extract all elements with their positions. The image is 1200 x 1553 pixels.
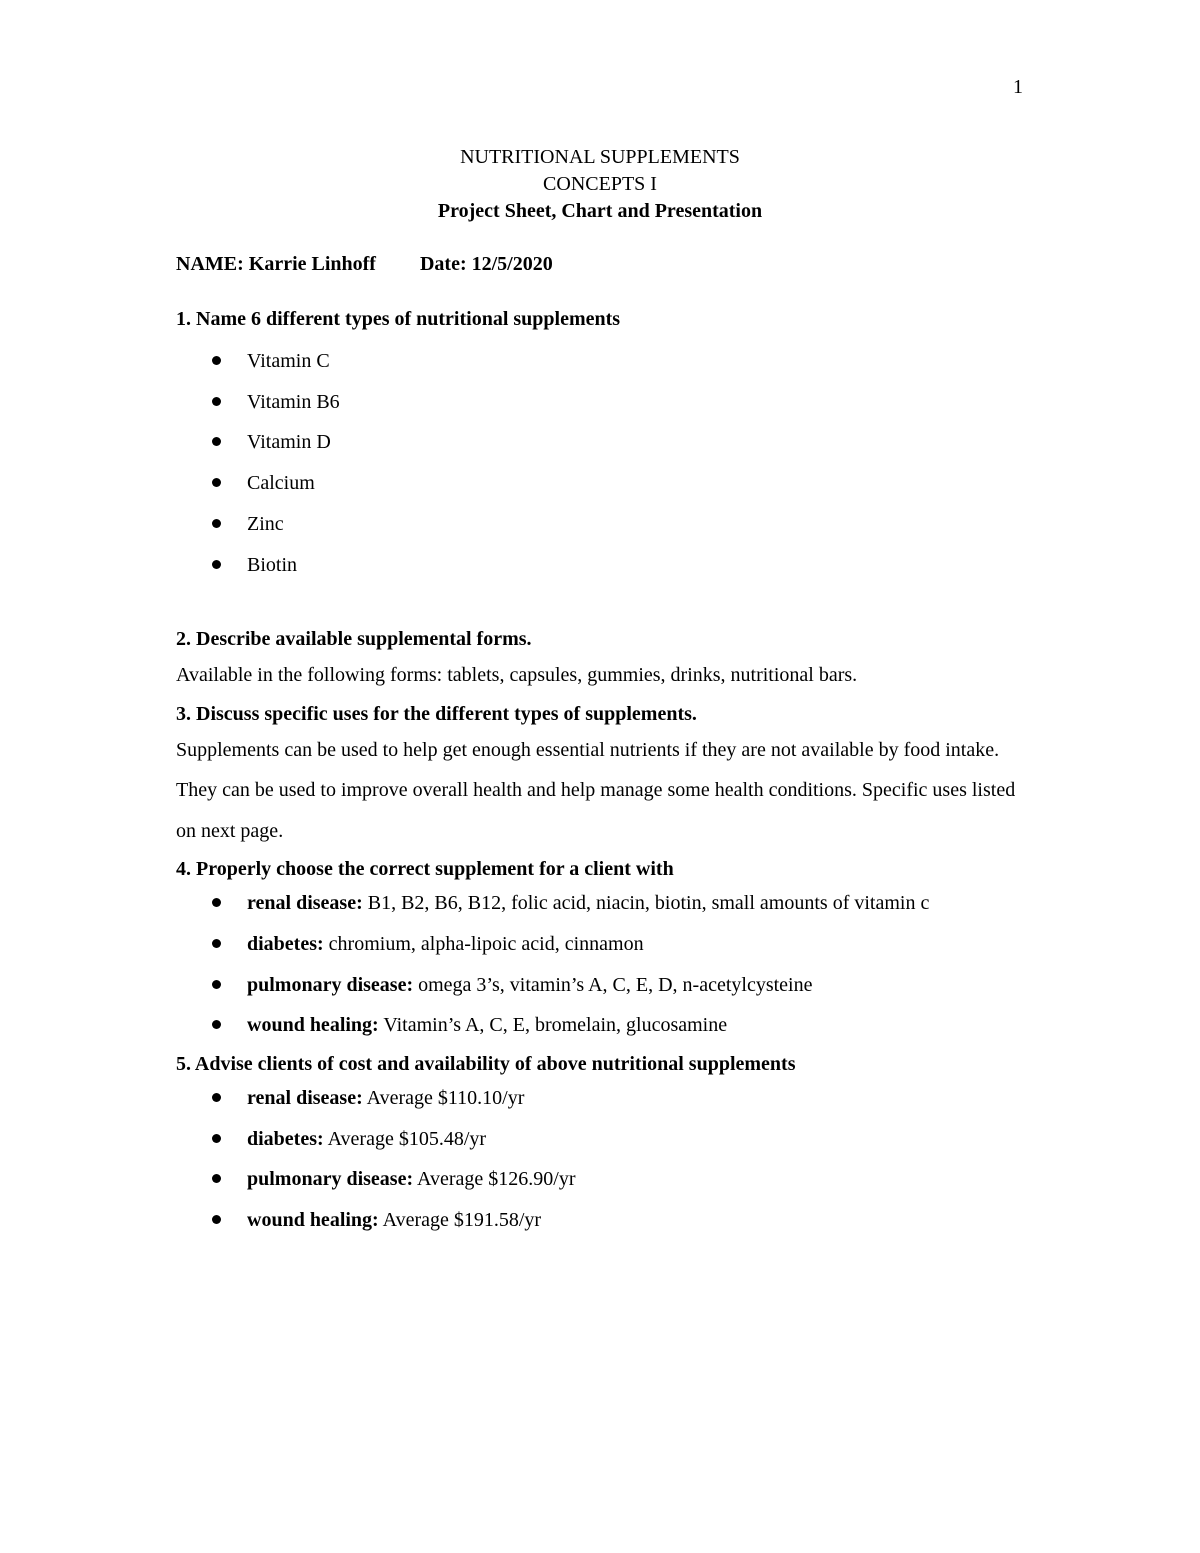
title-line-3: Project Sheet, Chart and Presentation xyxy=(437,200,763,222)
list-item xyxy=(176,883,976,924)
supplement-type: Biotin xyxy=(247,553,298,576)
condition-cost: Average $105.48/yr xyxy=(323,1127,487,1150)
question-3-heading: 3. Discuss specific uses for the different types of supplements. xyxy=(176,702,697,725)
condition-cost: Average $126.90/yr xyxy=(413,1168,576,1191)
condition-term: renal disease: xyxy=(247,1087,363,1110)
condition-term: diabetes: xyxy=(247,1127,324,1150)
bullet-icon xyxy=(212,478,221,487)
supplement-type: Vitamin B6 xyxy=(247,390,340,413)
list-item xyxy=(176,1078,1036,1119)
question-4-list xyxy=(176,883,976,1046)
list-item xyxy=(176,1159,1036,1200)
bullet-icon xyxy=(212,397,221,406)
question-5-heading: 5. Advise clients of cost and availability of above nutritional supplements xyxy=(176,1053,796,1076)
condition-term: wound healing: xyxy=(247,1209,379,1232)
condition-supplements: Vitamin’s A, C, E, bromelain, glucosamine xyxy=(378,1014,728,1037)
question-1-heading: 1. Name 6 different types of nutritional supplements xyxy=(176,308,621,330)
condition-term: wound healing: xyxy=(247,1014,379,1037)
page-number: 1 xyxy=(1013,76,1023,98)
condition-term: renal disease: xyxy=(247,892,363,915)
list-item xyxy=(176,382,1036,423)
bullet-icon xyxy=(212,1134,221,1143)
list-item xyxy=(176,1119,1036,1160)
bullet-icon xyxy=(212,1093,221,1102)
bullet-icon xyxy=(212,980,221,989)
condition-term: diabetes: xyxy=(247,932,324,955)
bullet-icon xyxy=(212,519,221,528)
question-2-answer: Available in the following forms: tablets, capsules, gummies, drinks, nutritional bars. xyxy=(176,664,858,687)
bullet-icon xyxy=(212,437,221,446)
supplement-type: Calcium xyxy=(247,472,315,495)
document-title-block xyxy=(0,144,1200,225)
condition-term: pulmonary disease: xyxy=(247,1168,414,1191)
list-item xyxy=(176,1005,976,1046)
title-line-2: CONCEPTS I xyxy=(543,173,657,195)
condition-cost: Average $191.58/yr xyxy=(378,1209,542,1232)
list-item xyxy=(176,463,1036,504)
document-body xyxy=(176,250,1036,1241)
supplement-type: Vitamin D xyxy=(247,431,331,454)
list-item xyxy=(176,341,1036,382)
list-item xyxy=(176,1200,1036,1241)
question-5-list xyxy=(176,1078,1036,1241)
bullet-icon xyxy=(212,1215,221,1224)
condition-cost: Average $110.10/yr xyxy=(362,1087,525,1110)
title-line-1: NUTRITIONAL SUPPLEMENTS xyxy=(460,146,740,168)
document-date: Date: 12/5/2020 xyxy=(419,253,553,275)
question-1-list xyxy=(176,341,1036,585)
name-date-line xyxy=(176,250,1036,278)
supplement-type: Zinc xyxy=(247,512,284,535)
student-name: NAME: Karrie Linhoff xyxy=(176,253,376,275)
list-item xyxy=(176,545,1036,586)
bullet-icon xyxy=(212,560,221,569)
list-item xyxy=(176,965,976,1006)
condition-supplements: omega 3’s, vitamin’s A, C, E, D, n-acetylcysteine xyxy=(413,973,813,996)
list-item xyxy=(176,504,1036,545)
bullet-icon xyxy=(212,356,221,365)
question-3-answer: Supplements can be used to help get enough essential nutrients if they are not available by food intake. They can be used to improve overall health and help manage some health conditions. Specific uses listed on next page. xyxy=(176,738,1016,842)
condition-supplements: B1, B2, B6, B12, folic acid, niacin, biotin, small amounts of vitamin c xyxy=(362,892,930,915)
supplement-type: Vitamin C xyxy=(247,350,330,372)
question-4-heading: 4. Properly choose the correct supplement for a client with xyxy=(176,858,674,881)
list-item xyxy=(176,422,1036,463)
condition-term: pulmonary disease: xyxy=(247,973,414,996)
bullet-icon xyxy=(212,898,221,907)
bullet-icon xyxy=(212,1020,221,1029)
question-2-heading: 2. Describe available supplemental forms. xyxy=(176,628,532,651)
bullet-icon xyxy=(212,939,221,948)
bullet-icon xyxy=(212,1174,221,1183)
condition-supplements: chromium, alpha-lipoic acid, cinnamon xyxy=(323,932,644,955)
list-item xyxy=(176,924,976,965)
